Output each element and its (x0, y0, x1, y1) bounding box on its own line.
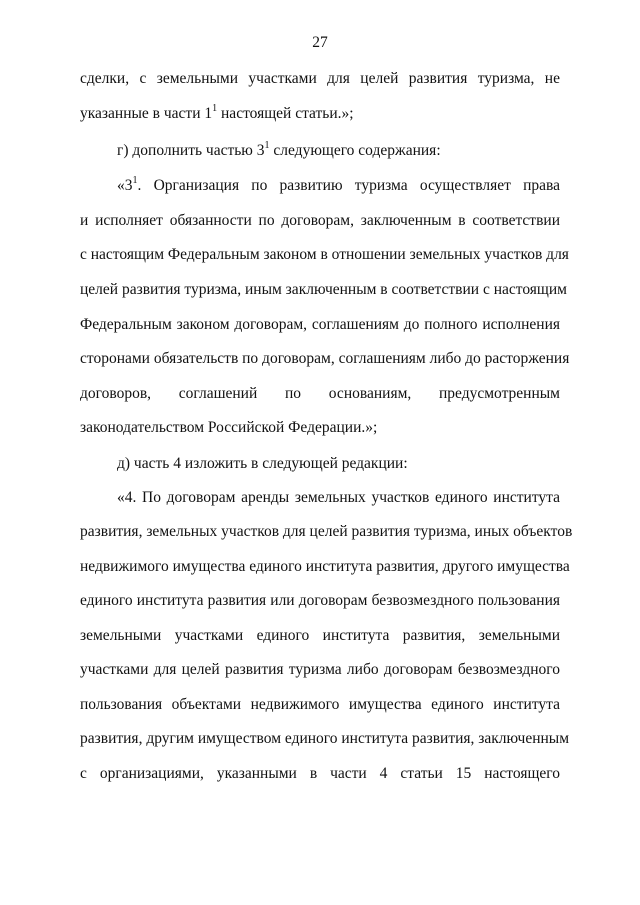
text-line: единого института развития или договорам безвозмездного пользования (80, 592, 560, 609)
text-line: и исполняет обязанности по договорам, заключенным в соответствии (80, 212, 560, 229)
text-line: недвижимого имущества единого института развития, другого имущества (80, 558, 570, 575)
text-line: пользования объектами недвижимого имущества единого института (80, 696, 560, 713)
text-line: д) часть 4 изложить в следующей редакции: (117, 455, 408, 472)
text-line: Федеральным законом договорам, соглашениям до полного исполнения (80, 316, 560, 333)
text-line: сделки, с земельными участками для целей развития туризма, не (80, 70, 560, 87)
text-line: с настоящим Федеральным законом в отношении земельных участков для (80, 246, 569, 263)
text-line: развития, другим имуществом единого института развития, заключенным (80, 730, 570, 747)
page-number: 27 (312, 34, 328, 51)
text-line: «$3^1$. Организация по развитию туризма осуществляет права (117, 174, 560, 194)
text-line: целей развития туризма, иным заключенным в соответствии с настоящим (80, 281, 567, 298)
text-line: г) дополнить частью $3^1$ следующего содержания: (117, 139, 441, 159)
text-line: с организациями, указанными в части 4 статьи 15 настоящего (80, 765, 560, 782)
text-line: сторонами обязательств по договорам, соглашениям либо до расторжения (80, 350, 570, 367)
text-line: договоров, соглашений по основаниям, предусмотренным (80, 385, 560, 402)
text-line: земельными участками единого института развития, земельными (80, 627, 560, 644)
text-line: развития, земельных участков для целей развития туризма, иных объектов (80, 523, 573, 540)
text-line: указанные в части $1^1$ настоящей статьи.»; (80, 102, 354, 122)
text-line: «4. По договорам аренды земельных участков единого института (117, 489, 560, 506)
text-line: участками для целей развития туризма либо договорам безвозмездного (80, 661, 560, 678)
text-line: законодательством Российской Федерации.»; (80, 419, 378, 436)
